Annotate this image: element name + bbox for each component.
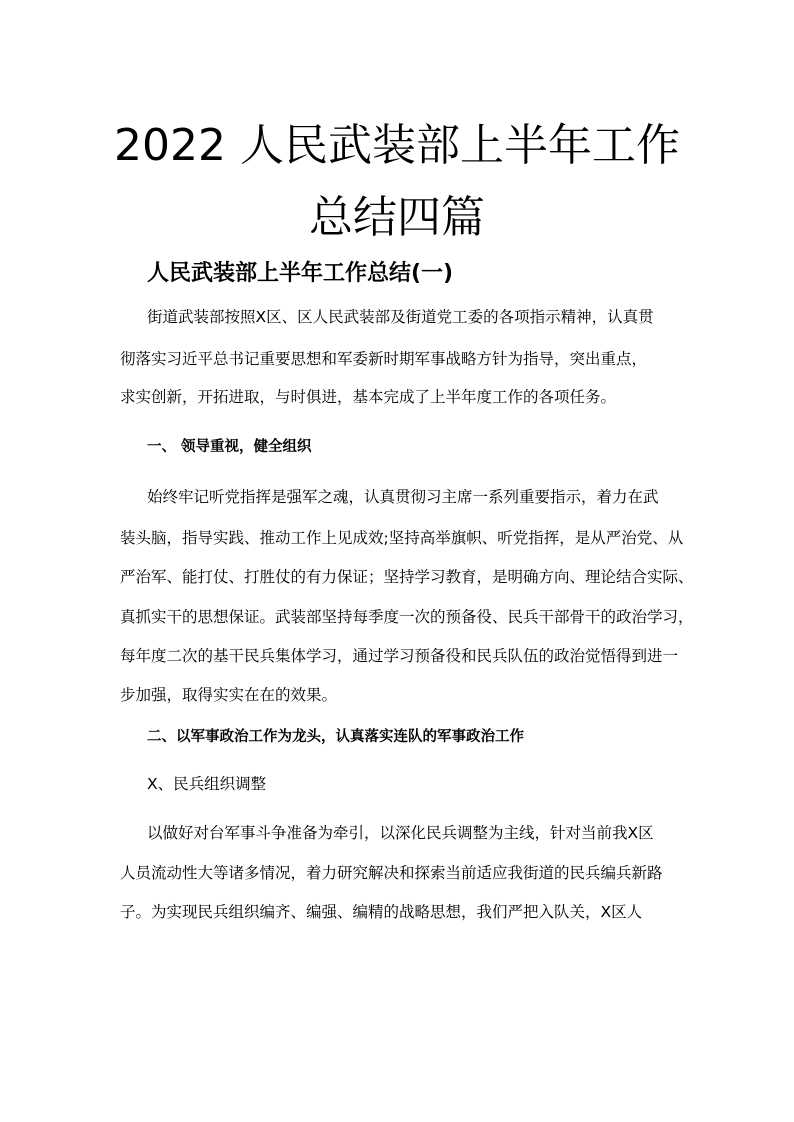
section-2-subheading: X、民兵组织调整 <box>147 775 267 793</box>
section-1-line: 严治军、能打仗、打胜仗的有力保证；坚持学习教育，是明确方向、理论结合实际、 <box>120 568 694 586</box>
section-1-line: 步加强，取得实实在在的效果。 <box>120 686 338 704</box>
section-subtitle: 人民武装部上半年工作总结(一) <box>147 261 454 286</box>
intro-line: 求实创新，开拓进取，与时俱进，基本完成了上半年度工作的各项任务。 <box>120 388 617 406</box>
section-2-line: 子。为实现民兵组织编齐、编强、编精的战略思想，我们严把入队关，X区人 <box>120 903 643 921</box>
intro-line: 街道武装部按照X区、区人民武装部及街道党工委的各项指示精神，认真贯 <box>147 308 654 326</box>
document-title-line-1: 2022 人民武装部上半年工作 <box>114 120 680 171</box>
section-2-heading: 二、以军事政治工作为龙头，认真落实连队的军事政治工作 <box>147 729 524 745</box>
section-1-line: 每年度二次的基干民兵集体学习，通过学习预备役和民兵队伍的政治觉悟得到进一 <box>120 647 679 665</box>
document-title-line-2: 总结四篇 <box>309 192 485 243</box>
section-1-line: 始终牢记听党指挥是强军之魂，认真贯彻习主席一系列重要指示，着力在武 <box>147 488 659 506</box>
section-2-line: 人员流动性大等诸多情况，着力研究解决和探索当前适应我街道的民兵编兵新路 <box>120 864 663 882</box>
section-1-heading: 一、 领导重视，健全组织 <box>147 439 312 455</box>
section-1-line: 真抓实干的思想保证。武装部坚持每季度一次的预备役、民兵干部骨干的政治学习， <box>120 608 694 626</box>
section-1-line: 装头脑，指导实践、推动工作上见成效;坚持高举旗帜、听党指挥，是从严治党、从 <box>120 529 684 547</box>
intro-line: 彻落实习近平总书记重要思想和军委新时期军事战略方针为指导，突出重点， <box>120 350 648 368</box>
section-2-line: 以做好对台军事斗争准备为牵引，以深化民兵调整为主线，针对当前我X区 <box>147 824 654 842</box>
